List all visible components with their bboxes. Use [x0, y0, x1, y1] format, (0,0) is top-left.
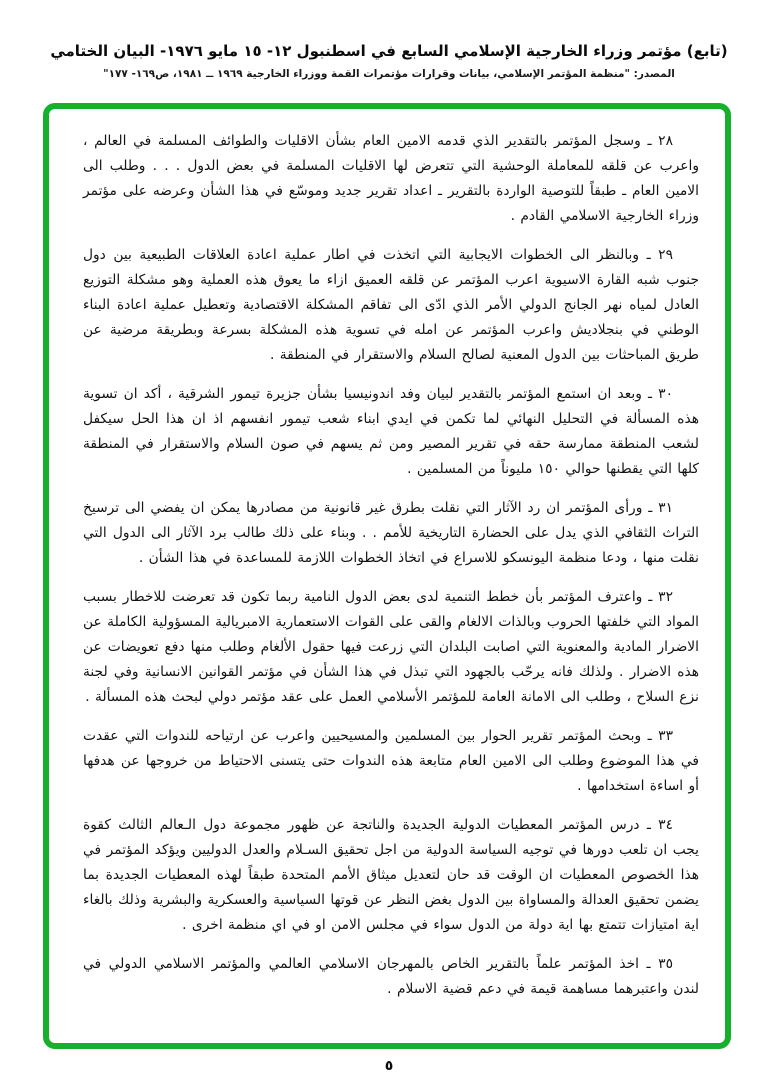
- document-source-line: المصدر: "منظمة المؤتمر الإسلامي، بيانات وقرارات مؤتمرات القمة ووزراء الخارجية ١٩٦٩ ــ ١٩٨١، ص١٦٩- ١٧٧": [103, 68, 675, 80]
- page-number: ٥: [384, 1058, 394, 1074]
- paragraph-34: ٣٤ ـ درس المؤتمر المعطيات الدولية الجديدة والناتجة عن ظهور مجموعة دول الـعالم الثالث كقوة يجب ان تلعب دورها في توجيه السياسة الدولية من اجل تحقيق السـلام والعدل الدوليين ويؤكد المؤتمر في هذا الخصوص المعطيات ان الوقت قد حان لتعديل ميثاق الأمم المتحدة طبقاً لهذه المعطيات الجديدة بما يضمن تحقيق العدالة والمساواة بين الدول بغض النظر عن قوتها السياسية والعسكرية والبشرية وذلك بالغاء اية امتيازات تتمتع بها اية دولة من الدول سواء في مجلس الامن او في اي منظمة اخرى .: [83, 817, 699, 933]
- document-title: (تابع) مؤتمر وزراء الخارجية الإسلامي السابع في اسطنبول ١٢- ١٥ مايو ١٩٧٦- البيان الختامي: [50, 42, 728, 60]
- paragraph-30: ٣٠ ـ وبعد ان استمع المؤتمر بالتقدير لبيان وفد اندونيسيا بشأن جزيرة تيمور الشرقية ، أكد ان تسوية هذه المسألة في التحليل النهائي لما تكمن في ايدي ابناء شعب تيمور انفسهم اذ ان هذا الحل سيكفل لشعب المنطقة ممارسة حقه في تقرير المصير ومن ثم يسهم في صون السلام والاستقرار في المنطقة كلها التي يقطنها حوالي ١٥٠ مليوناً من المسلمين .: [83, 386, 699, 477]
- paragraph-33: ٣٣ ـ وبحث المؤتمر تقرير الحوار بين المسلمين والمسيحيين واعرب عن ارتياحه للندوات التي عقدت في هذا الموضوع وطلب الى الامين العام متابعة هذه الندوات حتى يتسنى الاحتياط من خروجها عن هدفها أو اساءة استخدامها .: [83, 728, 699, 794]
- paragraph-28: ٢٨ ـ وسجل المؤتمر بالتقدير الذي قدمه الامين العام بشأن الاقليات والطوائف المسلمة في العالم ، واعرب عن قلقه للمعاملة الوحشية التي تتعرض لها الاقليات المسلمة في بعض الدول . . . وطلب الى الامين العام ـ طبقاً للتوصية الواردة بالتقرير ـ اعداد تقرير جديد وموسّع في هذا الشأن وعرضه على مؤتمر وزراء الخارجية الاسلامي القادم .: [83, 133, 699, 224]
- document-header: [0, 40, 778, 82]
- paragraph-35: ٣٥ ـ اخذ المؤتمر علماً بالتقرير الخاص بالمهرجان الاسلامي العالمي والمؤتمر الاسلامي الدولي في لندن واعتبرهما مساهمة قيمة في دعم قضية الاسلام .: [83, 956, 699, 997]
- document-body: [49, 109, 725, 1010]
- paragraph-31: ٣١ ـ ورأى المؤتمر ان رد الآثار التي نقلت بطرق غير قانونية من مصادرها يمكن ان يفضي الى ترسيخ التراث الثقافي الذي يدل على الحضارة التاريخية للأمم . . وبناء على ذلك طالب برد الآثار الى الدول التي نقلت منها ، ودعا منظمة اليونسكو للاسراع في اتخاذ الخطوات اللازمة للمساعدة في هذا الشأن .: [83, 500, 699, 566]
- paragraph-32: ٣٢ ـ واعترف المؤتمر بأن خطط التنمية لدى بعض الدول النامية ربما تكون قد تعرضت للاخطار بسبب المواد التي خلفتها الحروب وبالذات الالغام والقى على القوات الاستعمارية الامبريالية المسؤولية الكاملة عن الاضرار المادية والمعنوية التي اصابت البلدان التي زرعت فيها حقول الألغام وطلب منها دفع تعويضات عن هذه الاضرار . ولذلك فانه يرحّب بالجهود التي تبذل في هذا الشأن في مؤتمر القوانين الانسانية وفي لجنة نزع السلاح ، وطلب الى الامانة العامة للمؤتمر الأسلامي العمل على عقد مؤتمر دولي لبحث هذه المسألة .: [83, 589, 699, 705]
- highlight-frame: [43, 103, 731, 1049]
- paragraph-29: ٢٩ ـ وبالنظر الى الخطوات الايجابية التي اتخذت في اطار عملية اعادة العلاقات الطبيعية بين دول جنوب شبه القارة الاسيوية اعرب المؤتمر عن قلقه العميق ازاء ما يعوق هذه العملية وهو مشكلة التوزيع العادل لمياه نهر الجانج الدولي الأمر الذي ادّى الى تفاقم المشكلة الاقتصادية وتعطيل عملية اعادة البناء الوطني في بنجلاديش واعرب المؤتمر عن امله في تسوية هذه المشكلة بسرعة وبطريقة مرضية عن طريق المباحثات بين الدول المعنية لصالح السلام والاستقرار في المنطقة .: [83, 247, 699, 363]
